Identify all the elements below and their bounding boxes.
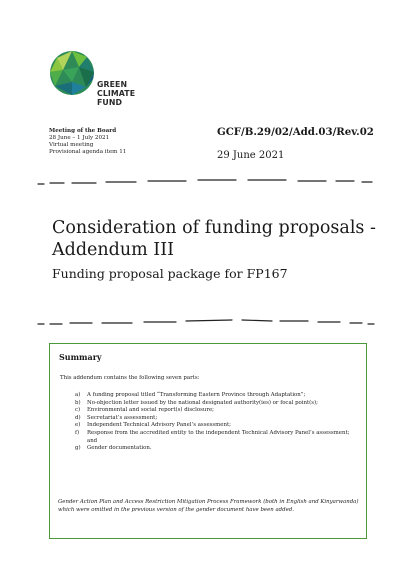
- list-item-text: A funding proposal titled “Transforming Eastern Province through Adaptation”;: [87, 392, 306, 398]
- meeting-dates: 28 June – 1 July 2021: [49, 135, 110, 142]
- meeting-venue: Virtual meeting: [49, 142, 94, 149]
- summary-box: [49, 343, 367, 539]
- document-reference: GCF/B.29/02/Add.03/Rev.02: [217, 126, 374, 138]
- list-item-text: Environmental and social report(s) disclosure;: [87, 407, 214, 414]
- summary-heading: Summary: [59, 352, 102, 362]
- divider-bottom: [36, 318, 378, 326]
- list-item: [75, 430, 360, 445]
- meeting-info: [49, 128, 126, 156]
- list-item-text: Secretariat’s assessment;: [87, 414, 158, 421]
- meeting-agenda: Provisional agenda item 11: [49, 149, 127, 156]
- document-date: 29 June 2021: [217, 150, 285, 161]
- divider-top: [36, 178, 378, 186]
- summary-note: Gender Action Plan and Access Restriction Mitigation Process Framework (both in English and Kinyarwanda) which were omitted in the previous version of the gender document have been added.: [58, 499, 359, 513]
- list-item-label: a): [75, 392, 81, 398]
- list-item-text: Response from the accredited entity to the independent Technical Advisory Panel’s assessment; and: [87, 429, 350, 444]
- list-item-label: g): [75, 445, 81, 452]
- logo-word-green: GREEN: [97, 80, 128, 89]
- logo-wordmark: [97, 80, 135, 108]
- list-item-label: b): [75, 399, 81, 406]
- summary-list: [75, 392, 360, 453]
- meeting-heading: Meeting of the Board: [49, 128, 117, 134]
- page-title: Consideration of funding proposals - Addendum III: [52, 218, 376, 260]
- summary-intro: This addendum contains the following seven parts:: [60, 375, 200, 381]
- list-item: [75, 407, 360, 415]
- list-item: [75, 415, 360, 423]
- page-subtitle: Funding proposal package for FP167: [52, 266, 288, 281]
- list-item-text: Independent Technical Advisory Panel’s assessment;: [87, 422, 231, 429]
- list-item-label: e): [75, 422, 81, 429]
- list-item-label: c): [75, 407, 81, 414]
- logo-word-fund: FUND: [97, 98, 123, 108]
- list-item-text: No-objection letter issued by the national designated authority(ies) or focal point(s);: [87, 399, 318, 406]
- list-item-text: Gender documentation.: [87, 445, 152, 452]
- list-item: [75, 422, 360, 430]
- logo-word-climate: CLIMATE: [97, 89, 136, 99]
- list-item-label: f): [75, 429, 80, 436]
- list-item-label: d): [75, 414, 81, 421]
- list-item: [75, 445, 360, 453]
- list-item: [75, 392, 360, 400]
